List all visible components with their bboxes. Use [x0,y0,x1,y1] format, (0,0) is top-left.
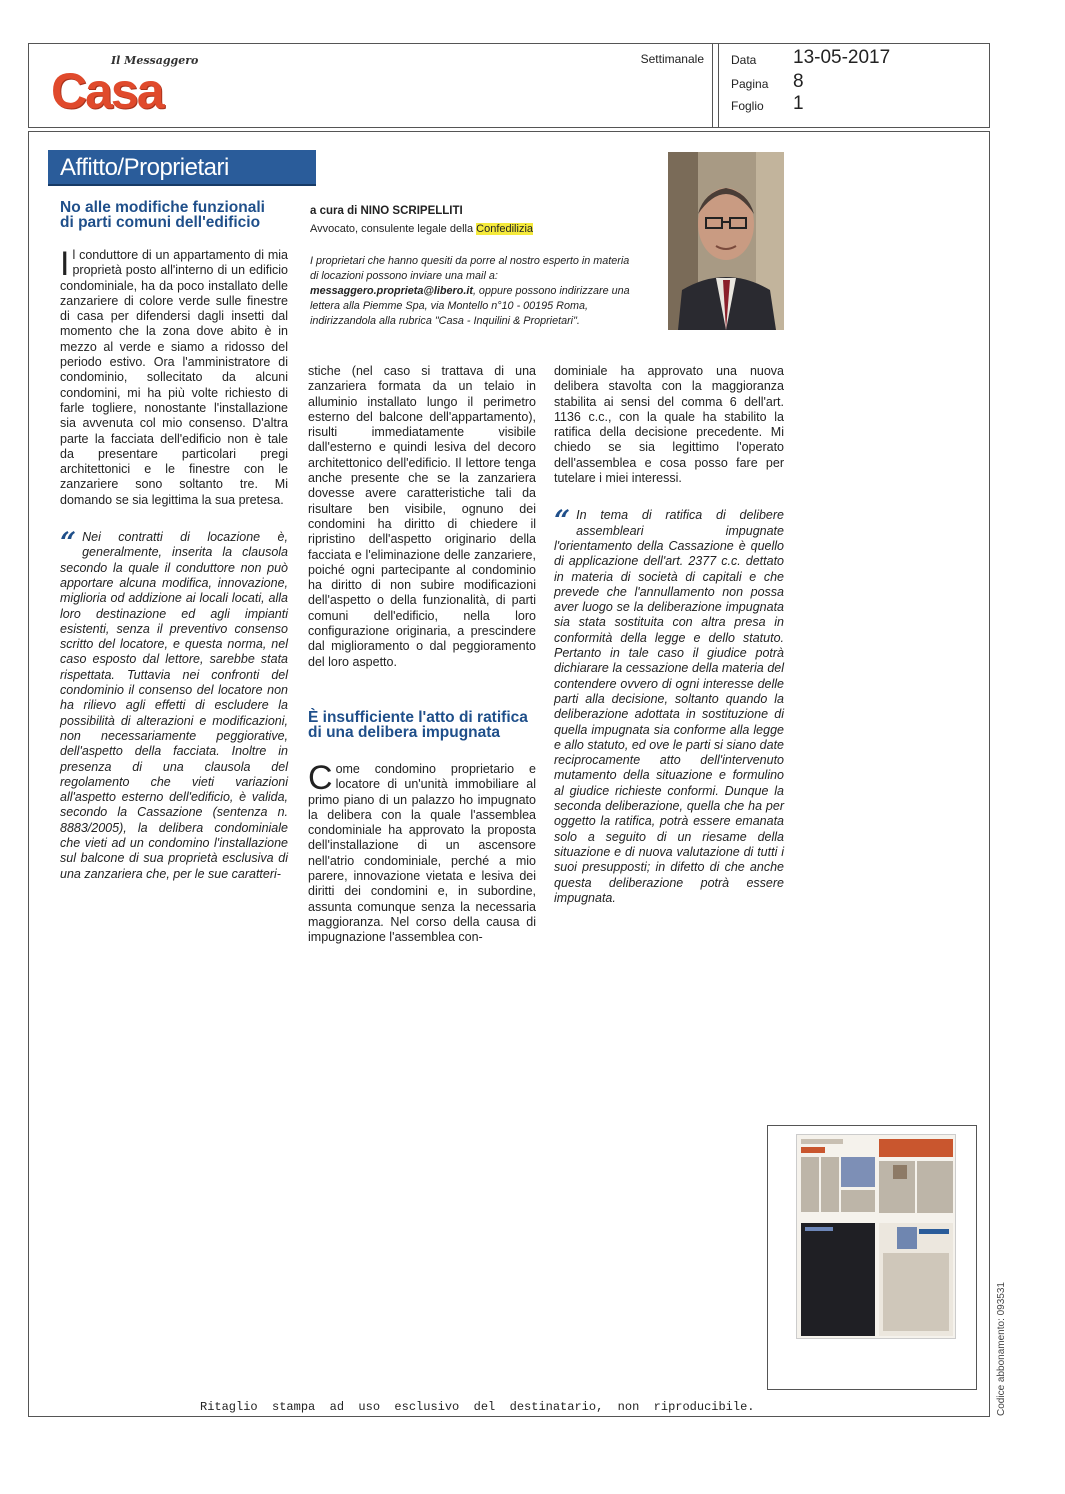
logo-word: Casa [51,63,163,119]
intro-note [310,254,640,329]
footer-disclaimer: Ritaglio stampa ad uso esclusivo del destinatario, non riproducibile. [200,1400,755,1414]
column-2 [308,364,536,670]
intro-email: messaggero.proprieta@libero.it [310,285,473,297]
subscription-code [992,1250,1012,1420]
subscription-code-text: Codice abbonamento: 093531 [996,1282,1007,1416]
column-1 [60,245,288,882]
headline-2: È insufficiente l'atto di ratifica di una delibera impugnata [308,709,528,741]
question-1-text: l conduttore di un appartamento di mia proprietà posto all'interno di un edificio condominiale, ha da poco installato delle zanzariere di colore verde sulle finestre di casa per difendersi dagli insetti dal momento che la zona dove abito è in mezzo al verde e siamo a ridosso del periodo estivo. Ora l'amministratore di condominio, sollecitato da alcuni condomini, mi ha più volte richiesto di farle togliere, nonostante l'installazione sia avvenuta col mio consenso. D'altra parte la facciata dell'edificio non è tale da presentare particolari pregi architettonici e le finestre con le zanzariere sono soltanto tre. Mi domando se sia legittima la sua pretesa. [60,248,288,507]
meta-value-foglio: 1 [793,93,804,114]
byline-org: Confedilizia [476,223,534,235]
dropcap-1: I [60,245,70,283]
author-photo [668,152,784,330]
answer-1 [60,526,288,882]
answer-1-continued: stiche (nel caso si trattava di una zanzariera formata da un telaio in alluminio installato lungo il perimetro esterno del balcone dell'appartamento), risulti immediatamente visibile dall'esterno e quindi lesiva del decoro architettonico dell'edificio. Il lettore tenga anche presente che se la zanzariera dovesse avere caratteristiche tali da risultare ben visibile, ognuno dei condomini ha diritto di chiedere il ripristino dell'aspetto originario della facciata e l'eliminazione delle zanzariere, poiché ogni partecipante al condominio ha diritto di non subire modificazioni dell'aspetto o della funzionalità, di parti comuni dell'edificio, nella loro configurazione originaria, a prescindere dal miglioramento o dal peggioramento del loro aspetto. [308,364,536,669]
column-2-question [308,759,536,946]
meta-value-data: 13-05-2017 [793,47,891,68]
author-portrait-image [668,152,784,330]
section-tab [48,150,316,186]
question-2 [308,759,536,946]
meta-label-data: Data [731,53,757,67]
header-meta [718,44,989,127]
thumbnail-layout-image [797,1135,956,1339]
header-masthead [29,44,713,127]
answer-1-text: Nei contratti di locazione è, generalmente, inserita la clausola secondo la quale il conduttore non può apportare alcuna modifica, innovazione, miglioria od addizione ai locali locati, alla loro destinazione ed agli impianti esistenti, senza il preventivo consenso scritto del locatore, e questa norma, nel caso esposto dal lettore, sarebbe stata rispettata. Tuttavia nei confronti del condominio il consenso del locatore non ha rilievo agli effetti di escludere la possibilità di alterazioni e modificazioni, non necessariamente peggiorative, dell'aspetto della facciata. Inoltre in presenza di una clausola del regolamento che vieti variazioni all'aspetto esterno dell'edificio, è valida, secondo la Cassazione (sentenza n. 8883/2005), la delibera condominiale che vieti ad un condomino l'installazione sul balcone di sua proprietà esclusiva di una zanzariera che, per le sue caratteri- [60,530,288,881]
column-3 [554,364,784,906]
header-frame [28,43,990,128]
casa-logo [51,52,211,124]
article [48,150,788,980]
question-2-text: ome condomino proprietario e locatore di un'unità immobiliare al primo piano di un palazzo ho impugnato la delibera con la quale l'assemblea condominiale ha approvato la proposta dell'installazione di un ascensore nell'atrio condominiale, perché a mio parere, innovazione vietata e lesiva dei diritti dei condomini e, in subordine, assunta comunque senza la necessaria maggioranza. Nel corso della causa di impugnazione l'assemblea con- [308,762,536,945]
question-2-continued: dominiale ha approvato una nuova delibera stavolta con la maggioranza stabilita ai sensi del comma 6 dell'art. 1136 c.c., con la quale ha stabilito la ratifica della decisione precedente. Mi chiedo se sia legittimo l'operato dell'assemblea e cosa posso fare per tutelare i miei interessi. [554,364,784,486]
frequency-label: Settimanale [640,52,704,66]
intro-part-2: , oppure possono indirizzare una lettera alla Piemme Spa, via Montello n°10 - 00195 Roma, indirizzandola alla rubrica "Casa - Inquilini & Proprietari". [310,285,630,327]
byline: a cura di NINO SCRIPELLITI [310,205,463,217]
byline-role [310,223,533,235]
headline-1: No alle modifiche funzionali di parti comuni dell'edificio [60,199,265,231]
logo-brand: Il Messaggero [111,54,199,67]
page-thumbnail [767,1125,977,1390]
section-title: Affitto/Proprietari [60,154,229,181]
thumbnail-page-image [796,1134,956,1339]
quote-mark-icon: “ [60,526,77,560]
meta-label-foglio: Foglio [731,99,764,113]
answer-2-text: In tema di ratifica di delibere assembleari impugnate l'orientamento della Cassazione è quello di applicazione dell'art. 2377 c.c. dettato in materia di società di capitali e che prevede che l'annullamento non possa aver luogo se la deliberazione impugnata sia stata sostituita con altra presa in conformità della legge e dello statuto. Pertanto in tale caso il giudice potrà dichiarare la cessazione della materia del contendere ovvero di ogni interesse delle parti alla decisione, soltanto quando la deliberazione adottata in sostituzione di quella impugnata sia conforme alla legge e allo statuto, ed ove le parti si siano date reciprocamente atto dell'intervenuto mutamento della situazione e formulino al giudice richieste conformi. Dunque la seconda deliberazione, quella che ha per oggetto la ratifica, potrà essere emanata solo a seguito di un riesame della situazione e di nuova valutazione di tutti i suoi presupposti; in difetto di che anche questa deliberazione potrà essere impugnata. [554,508,785,905]
meta-label-pagina: Pagina [731,77,769,91]
dropcap-2: C [308,759,333,797]
quote-mark-icon: “ [554,504,571,538]
byline-role-text: Avvocato, consulente legale della [310,223,477,235]
meta-value-pagina: 8 [793,71,804,92]
answer-2 [554,504,785,906]
intro-part-1: I proprietari che hanno quesiti da porre al nostro esperto in materia di locazioni possono inviare una mail a: [310,255,630,282]
question-1 [60,245,288,508]
